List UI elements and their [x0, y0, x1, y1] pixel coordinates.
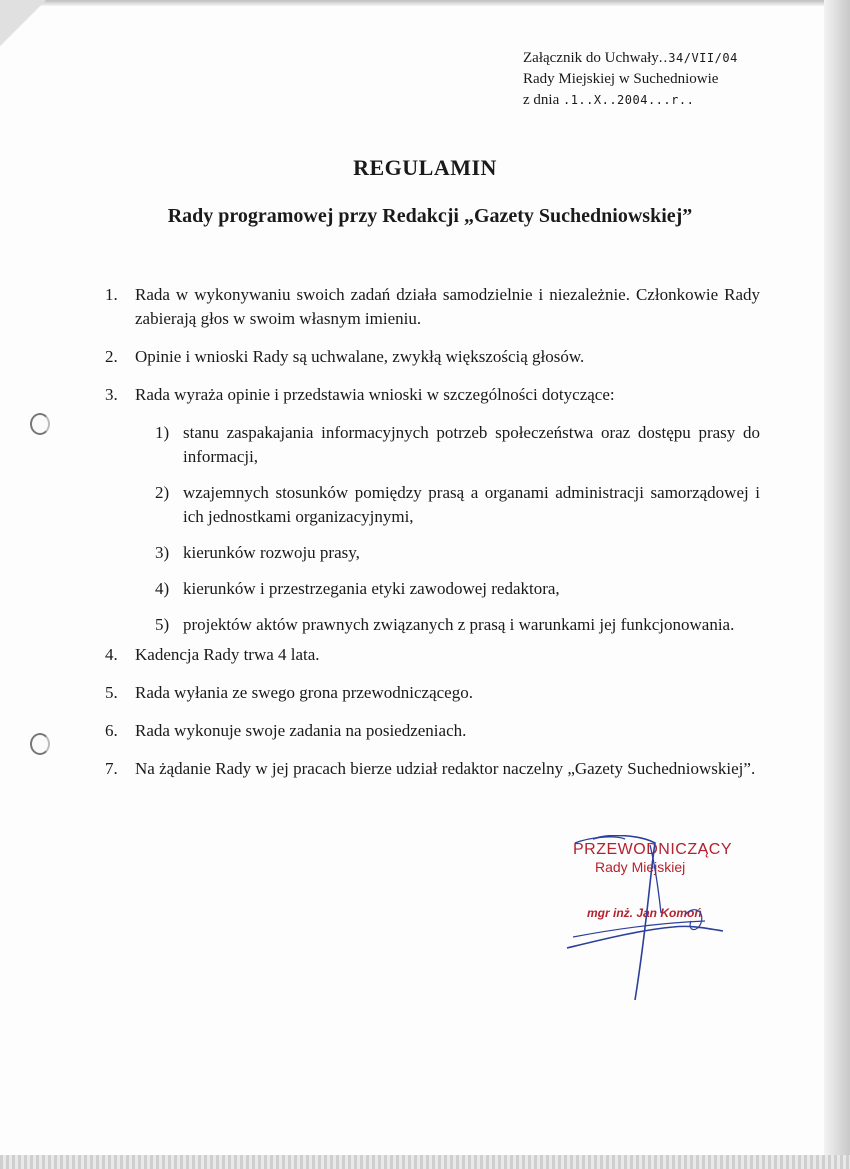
handwritten-signature	[555, 835, 755, 1005]
list-item: 7. Na żądanie Rady w jej pracach bierze udział redaktor naczelny „Gazety Suchedniowskiej”.	[105, 759, 756, 778]
chairman-stamp	[555, 835, 755, 1005]
sub-list-item: 2) wzajemnych stosunków pomiędzy prasą a organami administracji samorządowej i ich jednostkami organizacyjnymi,	[155, 483, 760, 526]
resolution-number: 34/VII/04	[668, 51, 738, 65]
folded-corner	[0, 0, 70, 60]
list-item: 5. Rada wyłania ze swego grona przewodniczącego.	[105, 683, 473, 702]
attachment-line-1: Załącznik do Uchwały..34/VII/04	[523, 50, 738, 66]
sub-list-item: 3) kierunków rozwoju prasy,	[155, 543, 360, 562]
sub-list	[155, 421, 760, 637]
stamp-title: PRZEWODNICZĄCY	[573, 841, 732, 858]
list-item: 1. Rada w wykonywaniu swoich zadań działa samodzielnie i niezależnie. Członkowie Rady zabierają głos w swoim własnym imieniu.	[105, 285, 760, 328]
sub-list-item: 1) stanu zaspakajania informacyjnych potrzeb społeczeństwa oraz dostępu prasy do informacji,	[155, 423, 760, 466]
scan-bottom-edge	[0, 1155, 850, 1169]
resolution-date: .1..X..2004...r..	[562, 93, 695, 107]
stamp-signatory: mgr inż. Jan Komoń	[587, 906, 702, 920]
attachment-note	[523, 48, 793, 111]
sub-list-item: 5) projektów aktów prawnych związanych z prasą i warunkami jej funkcjonowania.	[155, 615, 735, 634]
document-title: REGULAMIN	[353, 155, 497, 180]
list-item: 4. Kadencja Rady trwa 4 lata.	[105, 645, 320, 664]
scan-top-edge	[0, 0, 850, 6]
list-item: 6. Rada wykonuje swoje zadania na posiedzeniach.	[105, 721, 467, 740]
document-subtitle: Rady programowej przy Redakcji „Gazety Suchedniowskiej”	[167, 205, 693, 227]
attachment-line-2: Rady Miejskiej w Suchedniowie	[523, 71, 719, 87]
attachment-line-3: z dnia .1..X..2004...r..	[523, 92, 695, 108]
stamp-council: Rady Miejskiej	[595, 859, 686, 875]
punch-hole-bottom	[30, 733, 50, 755]
sub-list-item: 4) kierunków i przestrzegania etyki zawodowej redaktora,	[155, 579, 560, 598]
list-item: 2. Opinie i wnioski Rady są uchwalane, zwykłą większością głosów.	[105, 347, 585, 366]
regulation-list	[105, 283, 760, 795]
list-item: 3. Rada wyraża opinie i przedstawia wnioski w szczególności dotyczące:	[105, 385, 615, 404]
punch-hole-top	[30, 413, 50, 435]
